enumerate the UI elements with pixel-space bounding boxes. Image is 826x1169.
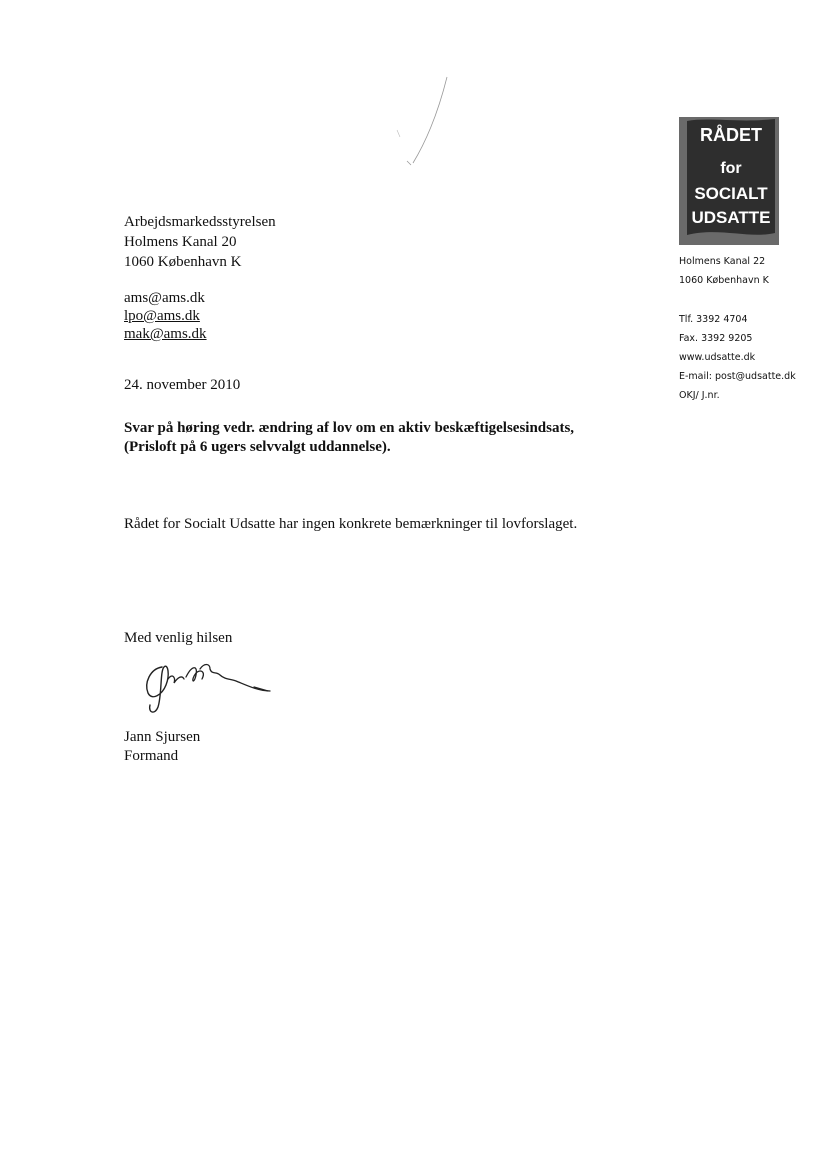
recipient-street: Holmens Kanal 20 (124, 234, 237, 250)
recipient-city: 1060 København K (124, 254, 242, 270)
logo-line-4: UDSATTE (691, 208, 771, 227)
sender-info (679, 252, 796, 405)
logo-line-3: SOCIALT (694, 184, 768, 203)
stray-pen-mark (395, 75, 455, 170)
letter-subject (124, 419, 624, 457)
sender-city: 1060 København K (679, 275, 769, 286)
email-primary[interactable]: ams@ams.dk (124, 290, 205, 306)
sender-web[interactable]: www.udsatte.dk (679, 352, 756, 363)
email-tertiary[interactable]: mak@ams.dk (124, 326, 207, 342)
subject-line-2: (Prisloft på 6 ugers selvvalgt uddannelse). (124, 439, 391, 455)
organization-logo (679, 117, 779, 245)
letter-body: Rådet for Socialt Udsatte har ingen konkrete bemærkninger til lovforslaget. (124, 516, 578, 532)
letter-closing: Med venlig hilsen (124, 630, 233, 646)
sender-email[interactable]: E-mail: post@udsatte.dk (679, 371, 796, 382)
recipient-name: Arbejdsmarkedsstyrelsen (124, 214, 276, 230)
signer-name: Jann Sjursen (124, 729, 201, 745)
sender-gap (679, 290, 796, 310)
signer-block (124, 728, 200, 766)
logo-line-1: RÅDET (700, 125, 762, 145)
sender-reference: OKJ/ J.nr. (679, 390, 720, 401)
email-secondary[interactable]: lpo@ams.dk (124, 308, 200, 324)
sender-street: Holmens Kanal 22 (679, 256, 766, 267)
sender-phone: Tlf. 3392 4704 (679, 314, 748, 325)
logo-line-2: for (720, 160, 742, 177)
subject-line-1: Svar på høring vedr. ændring af lov om en aktiv beskæftigelsesindsats, (124, 420, 575, 436)
sender-fax: Fax. 3392 9205 (679, 333, 753, 344)
recipient-emails (124, 289, 207, 343)
signer-title: Formand (124, 748, 179, 764)
letter-date: 24. november 2010 (124, 377, 241, 393)
handwritten-signature (140, 655, 280, 717)
recipient-address (124, 212, 276, 272)
